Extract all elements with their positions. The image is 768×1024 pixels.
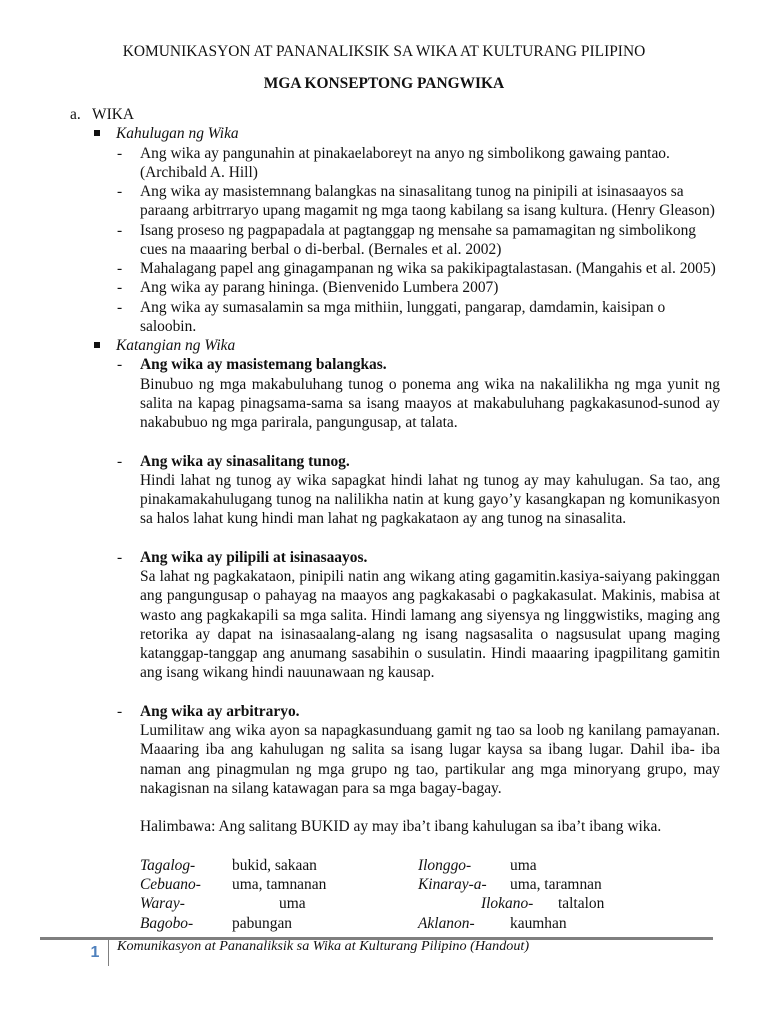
dash-marker (117, 702, 122, 721)
page-title: MGA KONSEPTONG PANGWIKA (263, 75, 505, 92)
paragraph-line: nakagisnan na silang katawagan para sa mga bagay-bagay. (140, 779, 502, 797)
dash-marker (117, 548, 122, 567)
example-row (0, 875, 768, 894)
language-term: pabungan (232, 914, 293, 932)
characteristic-title: Ang wika ay sinasalitang tunog. (140, 452, 350, 470)
characteristic-item (0, 355, 768, 432)
characteristic-item (0, 548, 768, 683)
item-line: Ang wika ay parang hininga. (Bienvenido Lumbera 2007) (140, 279, 499, 297)
item-line: cues na maaaring berbal o di-berbal. (Bernales et al. 2002) (140, 240, 502, 258)
characteristic-title: Ang wika ay pilipili at isinasaayos. (140, 548, 368, 566)
example-intro: Halimbawa: Ang salitang BUKID ay may iba’t ibang kahulugan sa iba’t ibang wika. (140, 818, 662, 836)
language-name: Ilonggo- (418, 856, 472, 874)
subheading-kahulugan (0, 124, 768, 143)
section-heading (0, 105, 768, 124)
item-line: Ang wika ay masistemnang balangkas na sinasalitang tunog na pinipili at isinasaayos sa (140, 183, 684, 200)
dash-marker (117, 144, 122, 163)
dash-marker (117, 278, 122, 297)
document-body (0, 105, 768, 933)
language-term: uma, taramnan (510, 876, 602, 893)
language-name: Aklanon- (418, 914, 475, 932)
item-line: saloobin. (140, 317, 197, 335)
definition-item (0, 259, 768, 278)
subheading-katangian (0, 336, 768, 355)
language-name: Waray- (140, 895, 185, 913)
characteristic-item (0, 702, 768, 798)
language-term: bukid, sakaan (232, 856, 317, 874)
dash-marker (117, 259, 122, 278)
paragraph-line: sa halos lahat kung hindi man lahat ng pagkakataon ay ang tunog na sinasalita. (140, 510, 627, 528)
dash-marker (117, 355, 122, 374)
paragraph-line: wasto ang pagkakapili sa mga salita. Hindi lamang ang siyensya ng linggwistiks, maging ang (140, 606, 720, 624)
language-term: kaumhan (510, 914, 567, 932)
example-row (0, 856, 768, 875)
footer-divider (108, 938, 109, 966)
dash-marker (117, 298, 122, 317)
page-number: 1 (90, 944, 100, 961)
footer-text: Komunikasyon at Pananaliksik sa Wika at Kulturang Pilipino (Handout) (117, 938, 530, 954)
subheading-label: Kahulugan ng Wika (116, 125, 239, 143)
definition-item (0, 144, 768, 183)
course-title: KOMUNIKASYON AT PANANALIKSIK SA WIKA AT KULTURANG PILIPINO (122, 43, 646, 60)
definition-item (0, 298, 768, 337)
example-row (0, 914, 768, 933)
paragraph-line: Sa lahat ng pagkakataon, pinipili natin ang wikang ating gagamitin.kasiya-saiyang pakinggan (140, 568, 720, 585)
item-line: Isang proseso ng pagpapadala at pagtanggap ng mensahe sa pamamagitan ng simbolikong (140, 221, 697, 239)
paragraph-line: Binubuo ng mga makabuluhang tunog o ponema ang wika na nakalilikha ng mga yunit ng (140, 375, 720, 393)
item-line: Ang wika ay sumasalamin sa mga mithiin, lunggati, pangarap, damdamin, kaisipan o (140, 298, 666, 316)
paragraph-line: katanggap-tanggap ang anumang sasabihin o susulatin. Hindi maaaring ipagpilitang gamitin (140, 645, 720, 662)
characteristic-title: Ang wika ay arbitraryo. (140, 702, 300, 720)
paragraph-line: ang pangungusap o pahayag na maayos ang pagkakasabi o pagkakasulat. Makinis, mabisa at (140, 587, 720, 605)
paragraph-line: Lumilitaw ang wika ayon sa napagkasunduang gamit ng tao sa loob ng kanilang pamayanan. (140, 722, 720, 739)
square-bullet-icon (94, 342, 100, 348)
language-term: uma (510, 856, 537, 874)
section-marker: a. (70, 106, 81, 123)
dash-marker (117, 452, 122, 471)
language-name: Kinaray-a- (418, 876, 487, 893)
language-term: uma (279, 895, 306, 913)
paragraph-line: pinakamakahulugang tunog na nalilikha natin at kung gayo’y kasangkapan ng komunikasyon (140, 491, 720, 508)
language-name: Tagalog- (140, 856, 196, 874)
paragraph-line: Maaaring iba ang kahulugan ng salita sa isang lugar kaysa sa ibang lugar. Dahil iba- iba (140, 741, 720, 759)
example-table (0, 856, 768, 933)
paragraph-line: salita na kapag pinagsama-sama sa isang maayos at makabuluhang pagkakasunod-sunod ay (140, 394, 720, 412)
definition-item (0, 278, 768, 297)
language-name: Cebuano- (140, 876, 201, 893)
section-title: WIKA (92, 106, 135, 123)
definition-item (0, 221, 768, 260)
characteristic-item (0, 452, 768, 529)
paragraph-line: nakabubuo ng mga parirala, pangungusap, at talata. (140, 414, 458, 431)
subheading-label: Katangian ng Wika (116, 337, 236, 354)
definition-item (0, 182, 768, 221)
language-name: Ilokano- (481, 895, 534, 913)
dash-marker (117, 182, 122, 201)
paragraph-line: Hindi lahat ng tunog ay wika sapagkat hindi lahat ng tunog ay may kahulugan. Sa tao, ang (140, 471, 720, 489)
language-term: uma, tamnanan (232, 876, 327, 893)
item-line: Mahalagang papel ang ginagampanan ng wika sa pakikipagtalastasan. (Mangahis et al. 2005) (140, 260, 716, 277)
paragraph-line: naman ang pinagmulan ng mga grupo ng tao, partikular ang mga minoryang grupo, may (140, 760, 720, 778)
paragraph-line: ang isang wikang hindi nauunawaan ng kausap. (140, 664, 435, 682)
characteristic-title: Ang wika ay masistemang balangkas. (140, 356, 387, 374)
dash-marker (117, 221, 122, 240)
item-line: (Archibald A. Hill) (140, 163, 258, 181)
square-bullet-icon (94, 130, 100, 136)
paragraph-line: retorika ay dapat na isinasaalang-alang ng isang nagsasalita o nagsusulat upang maging (140, 625, 720, 643)
item-line: paraang arbitrraryo upang magamit ng mga taong kabilang sa isang kultura. (Henry Gleason) (140, 202, 715, 220)
language-name: Bagobo- (140, 914, 194, 932)
example-row (0, 894, 768, 913)
item-line: Ang wika ay pangunahin at pinakaelaboreyt na anyo ng simbolikong gawaing pantao. (140, 144, 670, 162)
language-term: taltalon (558, 895, 605, 913)
